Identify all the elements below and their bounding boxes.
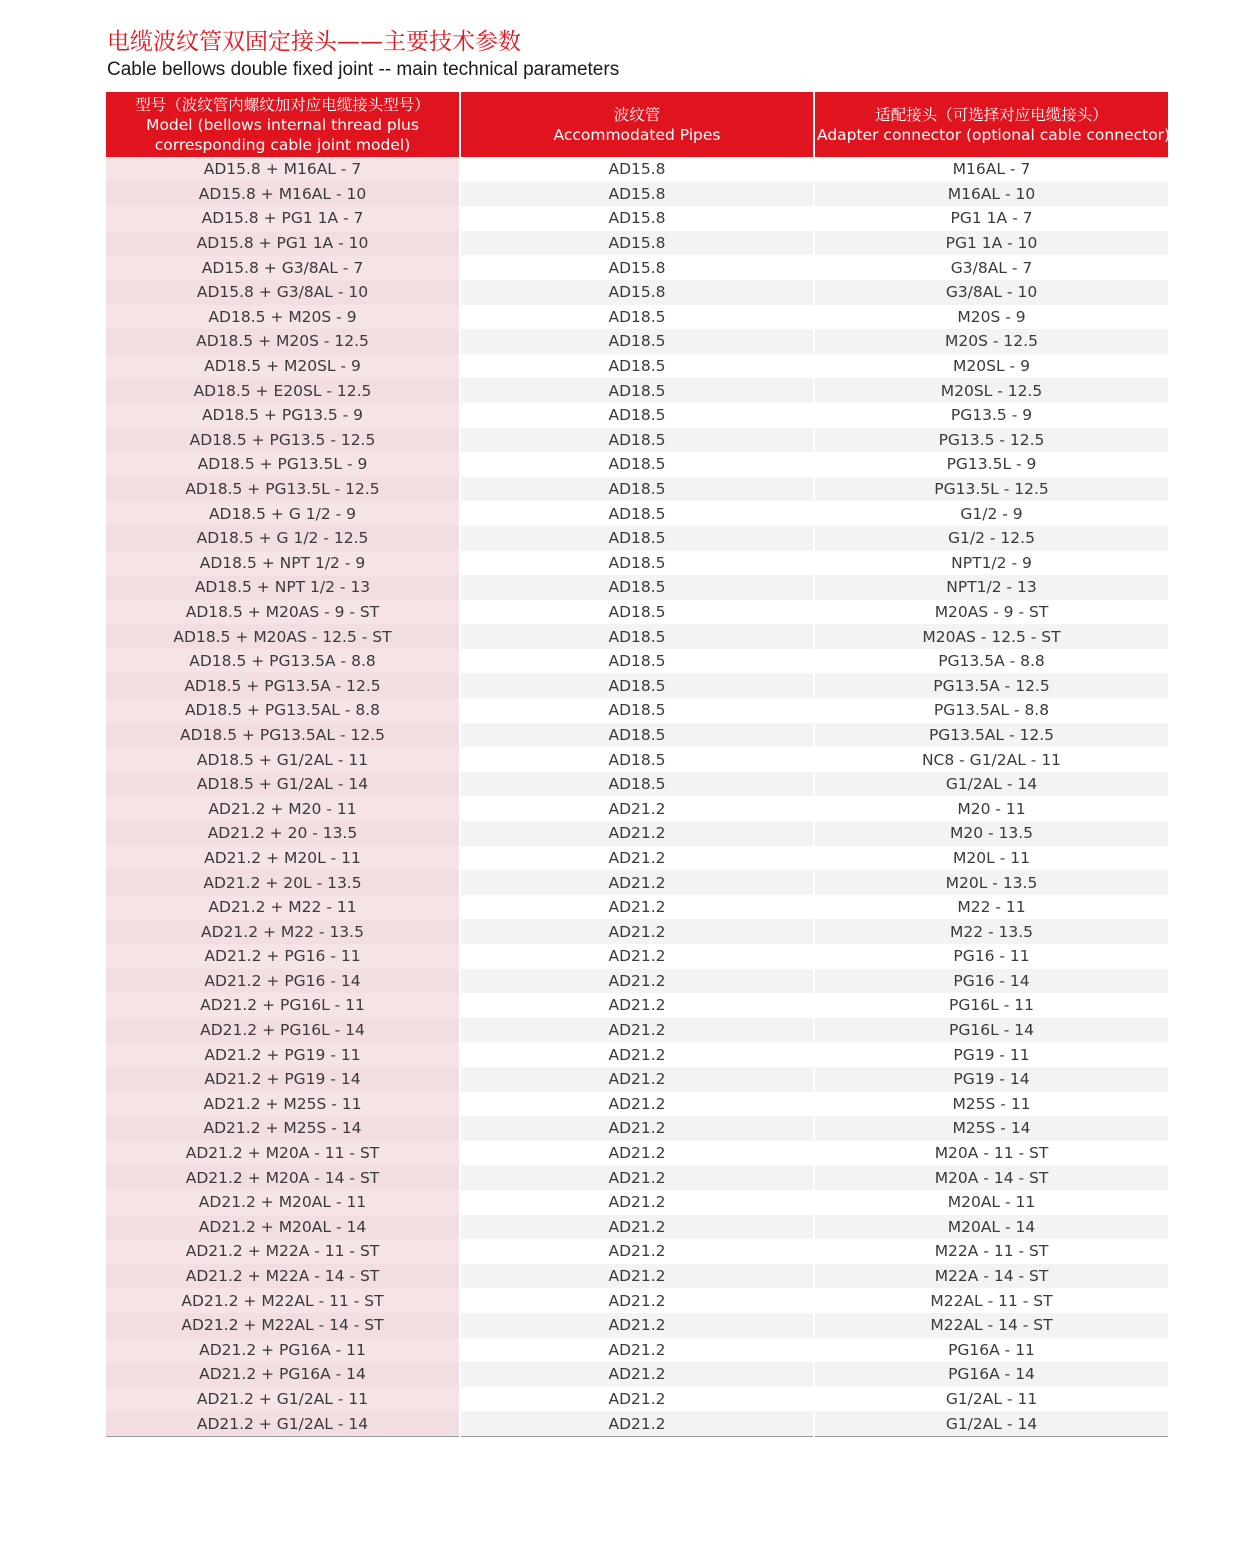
pipe-cell: AD18.5 — [460, 723, 814, 748]
table-row — [106, 698, 1168, 723]
table-row — [106, 551, 1168, 576]
model-cell: AD21.2 + 20L - 13.5 — [106, 870, 460, 895]
pipe-cell: AD21.2 — [460, 1411, 814, 1436]
table-row — [106, 452, 1168, 477]
pipe-cell: AD18.5 — [460, 526, 814, 551]
table-row — [106, 1116, 1168, 1141]
connector-cell: PG13.5 - 9 — [814, 403, 1168, 428]
connector-cell: PG16L - 11 — [814, 993, 1168, 1018]
header-connector-line-cn: 适配接头（可选择对应电缆接头） — [875, 105, 1108, 124]
model-cell: AD18.5 + G 1/2 - 12.5 — [106, 526, 460, 551]
pipe-cell: AD21.2 — [460, 944, 814, 969]
model-cell: AD21.2 + M20L - 11 — [106, 846, 460, 871]
connector-cell: G1/2 - 12.5 — [814, 526, 1168, 551]
table-row — [106, 1362, 1168, 1387]
connector-cell: M16AL - 10 — [814, 182, 1168, 207]
pipe-cell: AD18.5 — [460, 477, 814, 502]
connector-cell: M20S - 9 — [814, 305, 1168, 330]
connector-cell: M20L - 11 — [814, 846, 1168, 871]
header-model-line-en-1: Model (bellows internal thread plus — [146, 115, 419, 134]
table-row — [106, 157, 1168, 182]
pipe-cell: AD21.2 — [460, 919, 814, 944]
pipe-cell: AD21.2 — [460, 895, 814, 920]
connector-cell: M20AS - 12.5 - ST — [814, 624, 1168, 649]
model-cell: AD21.2 + M22A - 11 - ST — [106, 1239, 460, 1264]
table-row — [106, 1018, 1168, 1043]
pipe-cell: AD21.2 — [460, 1018, 814, 1043]
connector-cell: PG13.5AL - 8.8 — [814, 698, 1168, 723]
model-cell: AD21.2 + M22AL - 11 - ST — [106, 1288, 460, 1313]
pipe-cell: AD21.2 — [460, 1116, 814, 1141]
pipe-cell: AD18.5 — [460, 551, 814, 576]
table-row — [106, 1239, 1168, 1264]
connector-cell: M20L - 13.5 — [814, 870, 1168, 895]
pipe-cell: AD18.5 — [460, 747, 814, 772]
connector-cell: M22AL - 11 - ST — [814, 1288, 1168, 1313]
connector-cell: M20 - 13.5 — [814, 821, 1168, 846]
connector-cell: M20AL - 14 — [814, 1215, 1168, 1240]
connector-cell: PG16L - 14 — [814, 1018, 1168, 1043]
table-row — [106, 1338, 1168, 1363]
pipe-cell: AD18.5 — [460, 624, 814, 649]
header-pipe — [460, 92, 814, 157]
pipe-cell: AD21.2 — [460, 1239, 814, 1264]
header-model-line-cn: 型号（波纹管内螺纹加对应电缆接头型号） — [135, 95, 430, 114]
model-cell: AD18.5 + PG13.5 - 12.5 — [106, 428, 460, 453]
parameters-table — [106, 92, 1171, 1437]
pipe-cell: AD21.2 — [460, 821, 814, 846]
connector-cell: M22A - 14 - ST — [814, 1264, 1168, 1289]
header-connector — [814, 92, 1171, 157]
connector-cell: PG19 - 14 — [814, 1067, 1168, 1092]
page-title-english: Cable bellows double fixed joint -- main technical parameters — [107, 59, 620, 80]
connector-cell: M25S - 14 — [814, 1116, 1168, 1141]
pipe-cell: AD15.8 — [460, 255, 814, 280]
connector-cell: PG1 1A - 10 — [814, 231, 1168, 256]
table-row — [106, 747, 1168, 772]
table-row — [106, 428, 1168, 453]
model-cell: AD15.8 + PG1 1A - 10 — [106, 231, 460, 256]
table-row — [106, 280, 1168, 305]
connector-cell: M25S - 11 — [814, 1092, 1168, 1117]
table-row — [106, 255, 1168, 280]
table-row — [106, 182, 1168, 207]
pipe-cell: AD21.2 — [460, 1288, 814, 1313]
connector-cell: PG13.5AL - 12.5 — [814, 723, 1168, 748]
pipe-cell: AD15.8 — [460, 280, 814, 305]
table-row — [106, 673, 1168, 698]
header-connector-line-en: Adapter connector (optional cable connector) — [817, 125, 1171, 144]
model-cell: AD18.5 + NPT 1/2 - 13 — [106, 575, 460, 600]
pipe-cell: AD18.5 — [460, 649, 814, 674]
model-cell: AD21.2 + PG16 - 14 — [106, 969, 460, 994]
model-cell: AD18.5 + PG13.5A - 12.5 — [106, 673, 460, 698]
model-cell: AD21.2 + PG16L - 11 — [106, 993, 460, 1018]
pipe-cell: AD18.5 — [460, 600, 814, 625]
pipe-cell: AD21.2 — [460, 1313, 814, 1338]
table-row — [106, 1387, 1168, 1412]
table-row — [106, 796, 1168, 821]
model-cell: AD18.5 + M20S - 12.5 — [106, 329, 460, 354]
model-cell: AD21.2 + G1/2AL - 14 — [106, 1411, 460, 1436]
table-row — [106, 1215, 1168, 1240]
model-cell: AD18.5 + M20AS - 12.5 - ST — [106, 624, 460, 649]
table-row — [106, 575, 1168, 600]
table-row — [106, 895, 1168, 920]
model-cell: AD21.2 + G1/2AL - 11 — [106, 1387, 460, 1412]
pipe-cell: AD18.5 — [460, 305, 814, 330]
connector-cell: PG13.5A - 12.5 — [814, 673, 1168, 698]
table-row — [106, 526, 1168, 551]
table-row — [106, 600, 1168, 625]
model-cell: AD18.5 + PG13.5A - 8.8 — [106, 649, 460, 674]
table-row — [106, 1288, 1168, 1313]
model-cell: AD21.2 + M22 - 13.5 — [106, 919, 460, 944]
pipe-cell: AD21.2 — [460, 1338, 814, 1363]
model-cell: AD18.5 + PG13.5AL - 12.5 — [106, 723, 460, 748]
connector-cell: PG16A - 11 — [814, 1338, 1168, 1363]
table-row — [106, 206, 1168, 231]
model-cell: AD18.5 + NPT 1/2 - 9 — [106, 551, 460, 576]
table-row — [106, 1067, 1168, 1092]
connector-cell: M16AL - 7 — [814, 157, 1168, 182]
table-row — [106, 723, 1168, 748]
pipe-cell: AD18.5 — [460, 329, 814, 354]
table-row — [106, 329, 1168, 354]
pipe-cell: AD18.5 — [460, 354, 814, 379]
connector-cell: M20AL - 11 — [814, 1190, 1168, 1215]
pipe-cell: AD21.2 — [460, 846, 814, 871]
model-cell: AD21.2 + M25S - 14 — [106, 1116, 460, 1141]
pipe-cell: AD18.5 — [460, 575, 814, 600]
table-row — [106, 649, 1168, 674]
table-row — [106, 1092, 1168, 1117]
table-row — [106, 919, 1168, 944]
connector-cell: M20A - 11 - ST — [814, 1141, 1168, 1166]
pipe-cell: AD21.2 — [460, 1092, 814, 1117]
pipe-cell: AD21.2 — [460, 1042, 814, 1067]
pipe-cell: AD21.2 — [460, 1190, 814, 1215]
page-title-chinese: 电缆波纹管双固定接头——主要技术参数 — [107, 29, 521, 55]
table-row — [106, 231, 1168, 256]
model-cell: AD15.8 + PG1 1A - 7 — [106, 206, 460, 231]
table-row — [106, 1411, 1168, 1436]
pipe-cell: AD21.2 — [460, 1387, 814, 1412]
model-cell: AD21.2 + 20 - 13.5 — [106, 821, 460, 846]
table-row — [106, 501, 1168, 526]
model-cell: AD15.8 + M16AL - 7 — [106, 157, 460, 182]
table-row — [106, 870, 1168, 895]
model-cell: AD18.5 + E20SL - 12.5 — [106, 378, 460, 403]
connector-cell: G1/2AL - 14 — [814, 1411, 1168, 1436]
model-cell: AD21.2 + PG16L - 14 — [106, 1018, 460, 1043]
connector-cell: M22A - 11 - ST — [814, 1239, 1168, 1264]
table-row — [106, 1264, 1168, 1289]
connector-cell: PG16 - 11 — [814, 944, 1168, 969]
connector-cell: G1/2AL - 14 — [814, 772, 1168, 797]
table-row — [106, 354, 1168, 379]
header-model — [106, 92, 460, 157]
pipe-cell: AD21.2 — [460, 870, 814, 895]
table-row — [106, 403, 1168, 428]
table-header — [106, 92, 1171, 157]
table-row — [106, 969, 1168, 994]
table-row — [106, 993, 1168, 1018]
connector-cell: NPT1/2 - 13 — [814, 575, 1168, 600]
model-cell: AD21.2 + M20AL - 11 — [106, 1190, 460, 1215]
connector-cell: NC8 - G1/2AL - 11 — [814, 747, 1168, 772]
connector-cell: PG16A - 14 — [814, 1362, 1168, 1387]
connector-cell: G1/2AL - 11 — [814, 1387, 1168, 1412]
pipe-cell: AD21.2 — [460, 1141, 814, 1166]
table-row — [106, 1042, 1168, 1067]
table-row — [106, 305, 1168, 330]
connector-cell: M20SL - 9 — [814, 354, 1168, 379]
connector-cell: PG13.5L - 12.5 — [814, 477, 1168, 502]
connector-cell: PG13.5 - 12.5 — [814, 428, 1168, 453]
pipe-cell: AD18.5 — [460, 452, 814, 477]
pipe-cell: AD21.2 — [460, 1362, 814, 1387]
model-cell: AD15.8 + G3/8AL - 10 — [106, 280, 460, 305]
model-cell: AD18.5 + M20S - 9 — [106, 305, 460, 330]
header-model-line-en-2: corresponding cable joint model) — [154, 135, 411, 154]
model-cell: AD18.5 + M20SL - 9 — [106, 354, 460, 379]
model-cell: AD21.2 + M22A - 14 - ST — [106, 1264, 460, 1289]
model-cell: AD21.2 + M25S - 11 — [106, 1092, 460, 1117]
model-cell: AD21.2 + PG19 - 14 — [106, 1067, 460, 1092]
table-body — [106, 157, 1168, 1436]
table-row — [106, 477, 1168, 502]
model-cell: AD18.5 + PG13.5L - 12.5 — [106, 477, 460, 502]
pipe-cell: AD15.8 — [460, 206, 814, 231]
model-cell: AD18.5 + G 1/2 - 9 — [106, 501, 460, 526]
model-cell: AD15.8 + G3/8AL - 7 — [106, 255, 460, 280]
pipe-cell: AD21.2 — [460, 1215, 814, 1240]
connector-cell: M20 - 11 — [814, 796, 1168, 821]
connector-cell: M20SL - 12.5 — [814, 378, 1168, 403]
pipe-cell: AD21.2 — [460, 1264, 814, 1289]
table-row — [106, 1165, 1168, 1190]
model-cell: AD21.2 + M22 - 11 — [106, 895, 460, 920]
connector-cell: PG16 - 14 — [814, 969, 1168, 994]
model-cell: AD15.8 + M16AL - 10 — [106, 182, 460, 207]
table-row — [106, 846, 1168, 871]
pipe-cell: AD18.5 — [460, 698, 814, 723]
pipe-cell: AD18.5 — [460, 673, 814, 698]
model-cell: AD18.5 + PG13.5 - 9 — [106, 403, 460, 428]
connector-cell: PG1 1A - 7 — [814, 206, 1168, 231]
model-cell: AD21.2 + M20 - 11 — [106, 796, 460, 821]
table-row — [106, 378, 1168, 403]
pipe-cell: AD18.5 — [460, 428, 814, 453]
connector-cell: PG13.5A - 8.8 — [814, 649, 1168, 674]
pipe-cell: AD21.2 — [460, 1067, 814, 1092]
table-row — [106, 624, 1168, 649]
table-row — [106, 1313, 1168, 1338]
connector-cell: G3/8AL - 10 — [814, 280, 1168, 305]
connector-cell: M20A - 14 - ST — [814, 1165, 1168, 1190]
pipe-cell: AD15.8 — [460, 182, 814, 207]
header-row — [106, 92, 1168, 157]
model-cell: AD18.5 + PG13.5L - 9 — [106, 452, 460, 477]
model-cell: AD18.5 + G1/2AL - 14 — [106, 772, 460, 797]
header-pipe-line-cn: 波纹管 — [613, 105, 661, 124]
table-row — [106, 1141, 1168, 1166]
model-cell: AD21.2 + PG16A - 11 — [106, 1338, 460, 1363]
model-cell: AD21.2 + PG19 - 11 — [106, 1042, 460, 1067]
table-row — [106, 1190, 1168, 1215]
model-cell: AD21.2 + M22AL - 14 - ST — [106, 1313, 460, 1338]
pipe-cell: AD21.2 — [460, 993, 814, 1018]
model-cell: AD18.5 + G1/2AL - 11 — [106, 747, 460, 772]
model-cell: AD18.5 + PG13.5AL - 8.8 — [106, 698, 460, 723]
connector-cell: M20S - 12.5 — [814, 329, 1168, 354]
pipe-cell: AD15.8 — [460, 231, 814, 256]
model-cell: AD21.2 + M20A - 14 - ST — [106, 1165, 460, 1190]
connector-cell: M20AS - 9 - ST — [814, 600, 1168, 625]
pipe-cell: AD18.5 — [460, 772, 814, 797]
table-row — [106, 944, 1168, 969]
pipe-cell: AD18.5 — [460, 378, 814, 403]
header-pipe-line-en: Accommodated Pipes — [553, 125, 721, 144]
pipe-cell: AD18.5 — [460, 403, 814, 428]
table-row — [106, 772, 1168, 797]
connector-cell: M22AL - 14 - ST — [814, 1313, 1168, 1338]
model-cell: AD18.5 + M20AS - 9 - ST — [106, 600, 460, 625]
pipe-cell: AD15.8 — [460, 157, 814, 182]
pipe-cell: AD21.2 — [460, 1165, 814, 1190]
model-cell: AD21.2 + PG16A - 14 — [106, 1362, 460, 1387]
connector-cell: G3/8AL - 7 — [814, 255, 1168, 280]
model-cell: AD21.2 + M20AL - 14 — [106, 1215, 460, 1240]
connector-cell: NPT1/2 - 9 — [814, 551, 1168, 576]
model-cell: AD21.2 + PG16 - 11 — [106, 944, 460, 969]
connector-cell: PG19 - 11 — [814, 1042, 1168, 1067]
pipe-cell: AD18.5 — [460, 501, 814, 526]
connector-cell: M22 - 13.5 — [814, 919, 1168, 944]
connector-cell: G1/2 - 9 — [814, 501, 1168, 526]
model-cell: AD21.2 + M20A - 11 - ST — [106, 1141, 460, 1166]
pipe-cell: AD21.2 — [460, 969, 814, 994]
connector-cell: M22 - 11 — [814, 895, 1168, 920]
pipe-cell: AD21.2 — [460, 796, 814, 821]
connector-cell: PG13.5L - 9 — [814, 452, 1168, 477]
table-row — [106, 821, 1168, 846]
